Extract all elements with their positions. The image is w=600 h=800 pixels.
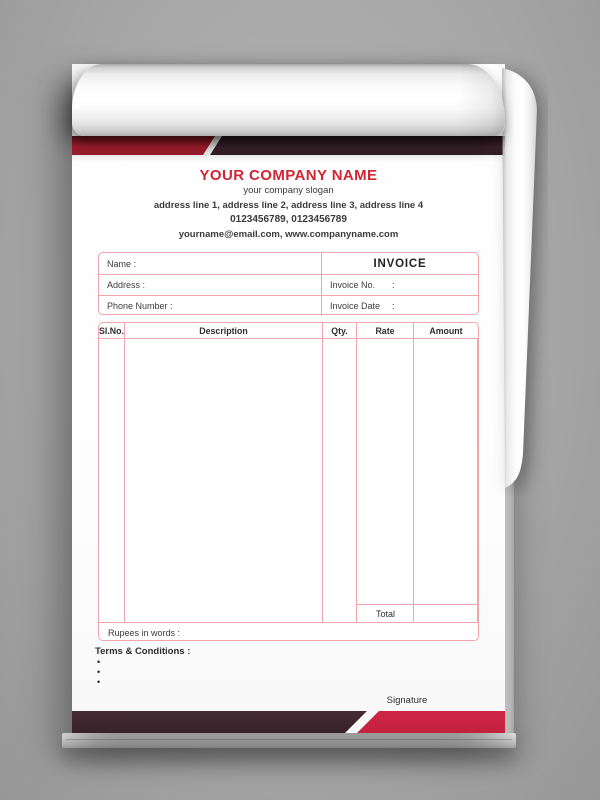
col-header-qty: Qty. <box>323 323 357 338</box>
cell-amount-empty <box>414 339 478 622</box>
pad-bottom-page-stack <box>62 733 516 748</box>
company-address: address line 1, address line 2, address line 3, address line 4 <box>153 200 424 211</box>
customer-name-field: Name : <box>107 258 137 269</box>
col-header-slno: Sl.No. <box>99 323 125 338</box>
page-curl-roll <box>72 64 505 136</box>
col-header-rate: Rate <box>357 323 414 338</box>
company-email-website: yourname@email.com, www.companyname.com <box>178 229 399 240</box>
invoice-number-label: Invoice No. <box>330 280 376 290</box>
info-row-phone <box>99 295 478 316</box>
cell-slno-empty <box>99 339 125 622</box>
invoice-date-field <box>321 296 478 316</box>
line-items-table <box>98 322 479 641</box>
cell-qty-empty <box>323 339 357 622</box>
rupees-in-words-row: Rupees in words : <box>99 622 478 642</box>
items-table-body <box>99 339 478 622</box>
items-table-header <box>99 323 478 339</box>
footer-accent-bar <box>72 711 505 733</box>
terms-conditions-label: Terms & Conditions : <box>95 646 191 657</box>
terms-bullet-icon: • <box>97 667 101 677</box>
invoice-sheet <box>72 64 505 733</box>
info-row-name <box>99 253 478 274</box>
terms-bullet-icon: • <box>97 657 101 667</box>
customer-address-field: Address : <box>107 280 146 290</box>
company-phone-numbers: 0123456789, 0123456789 <box>230 214 347 225</box>
terms-bullet-icon: • <box>97 677 101 687</box>
pad-side-page-edges <box>505 468 514 734</box>
company-name: YOUR COMPANY NAME <box>199 167 378 184</box>
customer-invoice-info-table <box>98 252 479 315</box>
total-label: Total <box>375 608 395 619</box>
customer-phone-field: Phone Number : <box>107 301 173 311</box>
info-row-address <box>99 274 478 295</box>
company-slogan: your company slogan <box>243 185 334 196</box>
cell-rate-empty <box>357 339 414 622</box>
invoice-number-field <box>321 275 478 295</box>
invoice-number-colon: : <box>392 280 395 290</box>
invoice-date-colon: : <box>392 301 395 311</box>
col-header-description: Description <box>125 323 323 338</box>
header-accent-bar <box>72 136 505 155</box>
signature-label: Signature <box>386 695 428 706</box>
invoice-title: INVOICE <box>321 253 478 274</box>
cell-description-empty <box>125 339 323 622</box>
col-header-amount: Amount <box>429 325 463 336</box>
invoice-date-label: Invoice Date <box>330 301 381 311</box>
